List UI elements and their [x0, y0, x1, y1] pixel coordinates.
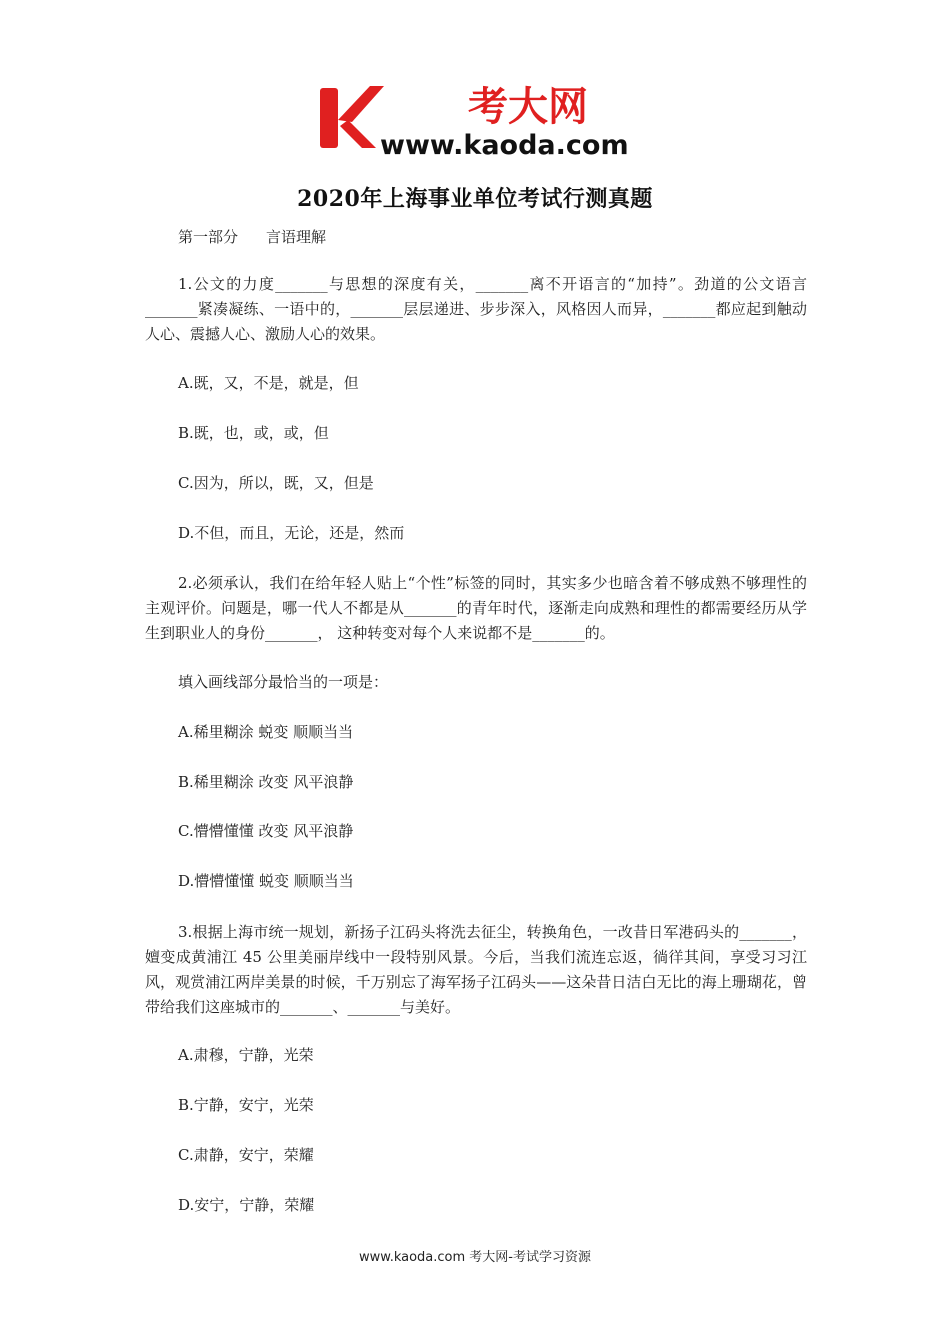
question-2-option-c: C.懵懵懂懂 改变 风平浪静	[178, 822, 354, 840]
question-2-prompt: 填入画线部分最恰当的一项是：	[178, 673, 389, 691]
question-1-option-d: D.不但，而且，无论，还是，然而	[178, 524, 405, 542]
section-heading	[178, 226, 326, 247]
question-1-option-a: A.既，又，不是，就是，但	[178, 374, 359, 392]
question-3-option-c: C.肃静，安宁，荣耀	[178, 1146, 314, 1164]
logo-k-mark	[320, 86, 384, 148]
question-3-option-b: B.宁静，安宁，光荣	[178, 1096, 314, 1114]
section-part: 第一部分	[178, 228, 239, 246]
page-title: 2020年上海事业单位考试行测真题	[297, 186, 653, 212]
logo-brand-text: 考大网	[468, 84, 588, 130]
question-1-stem: 1.公文的力度_______与思想的深度有关，_______离不开语言的“加持”。劲道的公文语言_______紧凑凝练、一语中的，_______层层递进、步步深入，风格因人而异，_______都应起到触动人心、震撼人心、激励人心的效果。	[145, 275, 807, 343]
section-name: 言语理解	[266, 228, 327, 246]
question-3-option-d: D.安宁，宁静，荣耀	[178, 1196, 315, 1214]
question-3-option-a: A.肃穆，宁静，光荣	[178, 1046, 314, 1064]
question-2-option-b: B.稀里糊涂 改变 风平浪静	[178, 773, 354, 791]
question-2-option-d: D.懵懵懂懂 蜕变 顺顺当当	[178, 872, 354, 890]
footer-site-link[interactable]: www.kaoda.com	[358, 1250, 466, 1265]
question-2-stem: 2.必须承认，我们在给年轻人贴上“个性”标签的同时，其实多少也暗含着不够成熟不够理性的主观评价。问题是，哪一代人不都是从_______的青年时代，逐渐走向成熟和理性的都需要经历从学生到职业人的身份_______， 这种转变对每个人来说都不是_______的。	[145, 574, 807, 642]
question-2-option-a: A.稀里糊涂 蜕变 顺顺当当	[178, 723, 354, 741]
question-1-option-c: C.因为，所以，既，又，但是	[178, 474, 374, 492]
question-3-stem: 3.根据上海市统一规划，新扬子江码头将洗去征尘，转换角色，一改昔日军港码头的_______，嬗变成黄浦江 45 公里美丽岸线中一段特别风景。今后，当我们流连忘返，徜徉其间，享受习习江风，观赏浦江两岸美景的时候，千万别忘了海军扬子江码头——这朵昔日洁白无比的海上珊瑚花，曾带给我们这座城市的_______、_______与美好。	[145, 923, 807, 1016]
footer-text: 考大网-考试学习资源	[469, 1250, 591, 1265]
logo-url-text: www.kaoda.com	[380, 130, 629, 161]
kaoda-logo	[318, 82, 638, 162]
page-footer	[0, 1246, 950, 1265]
question-1-option-b: B.既，也，或，或，但	[178, 424, 329, 442]
